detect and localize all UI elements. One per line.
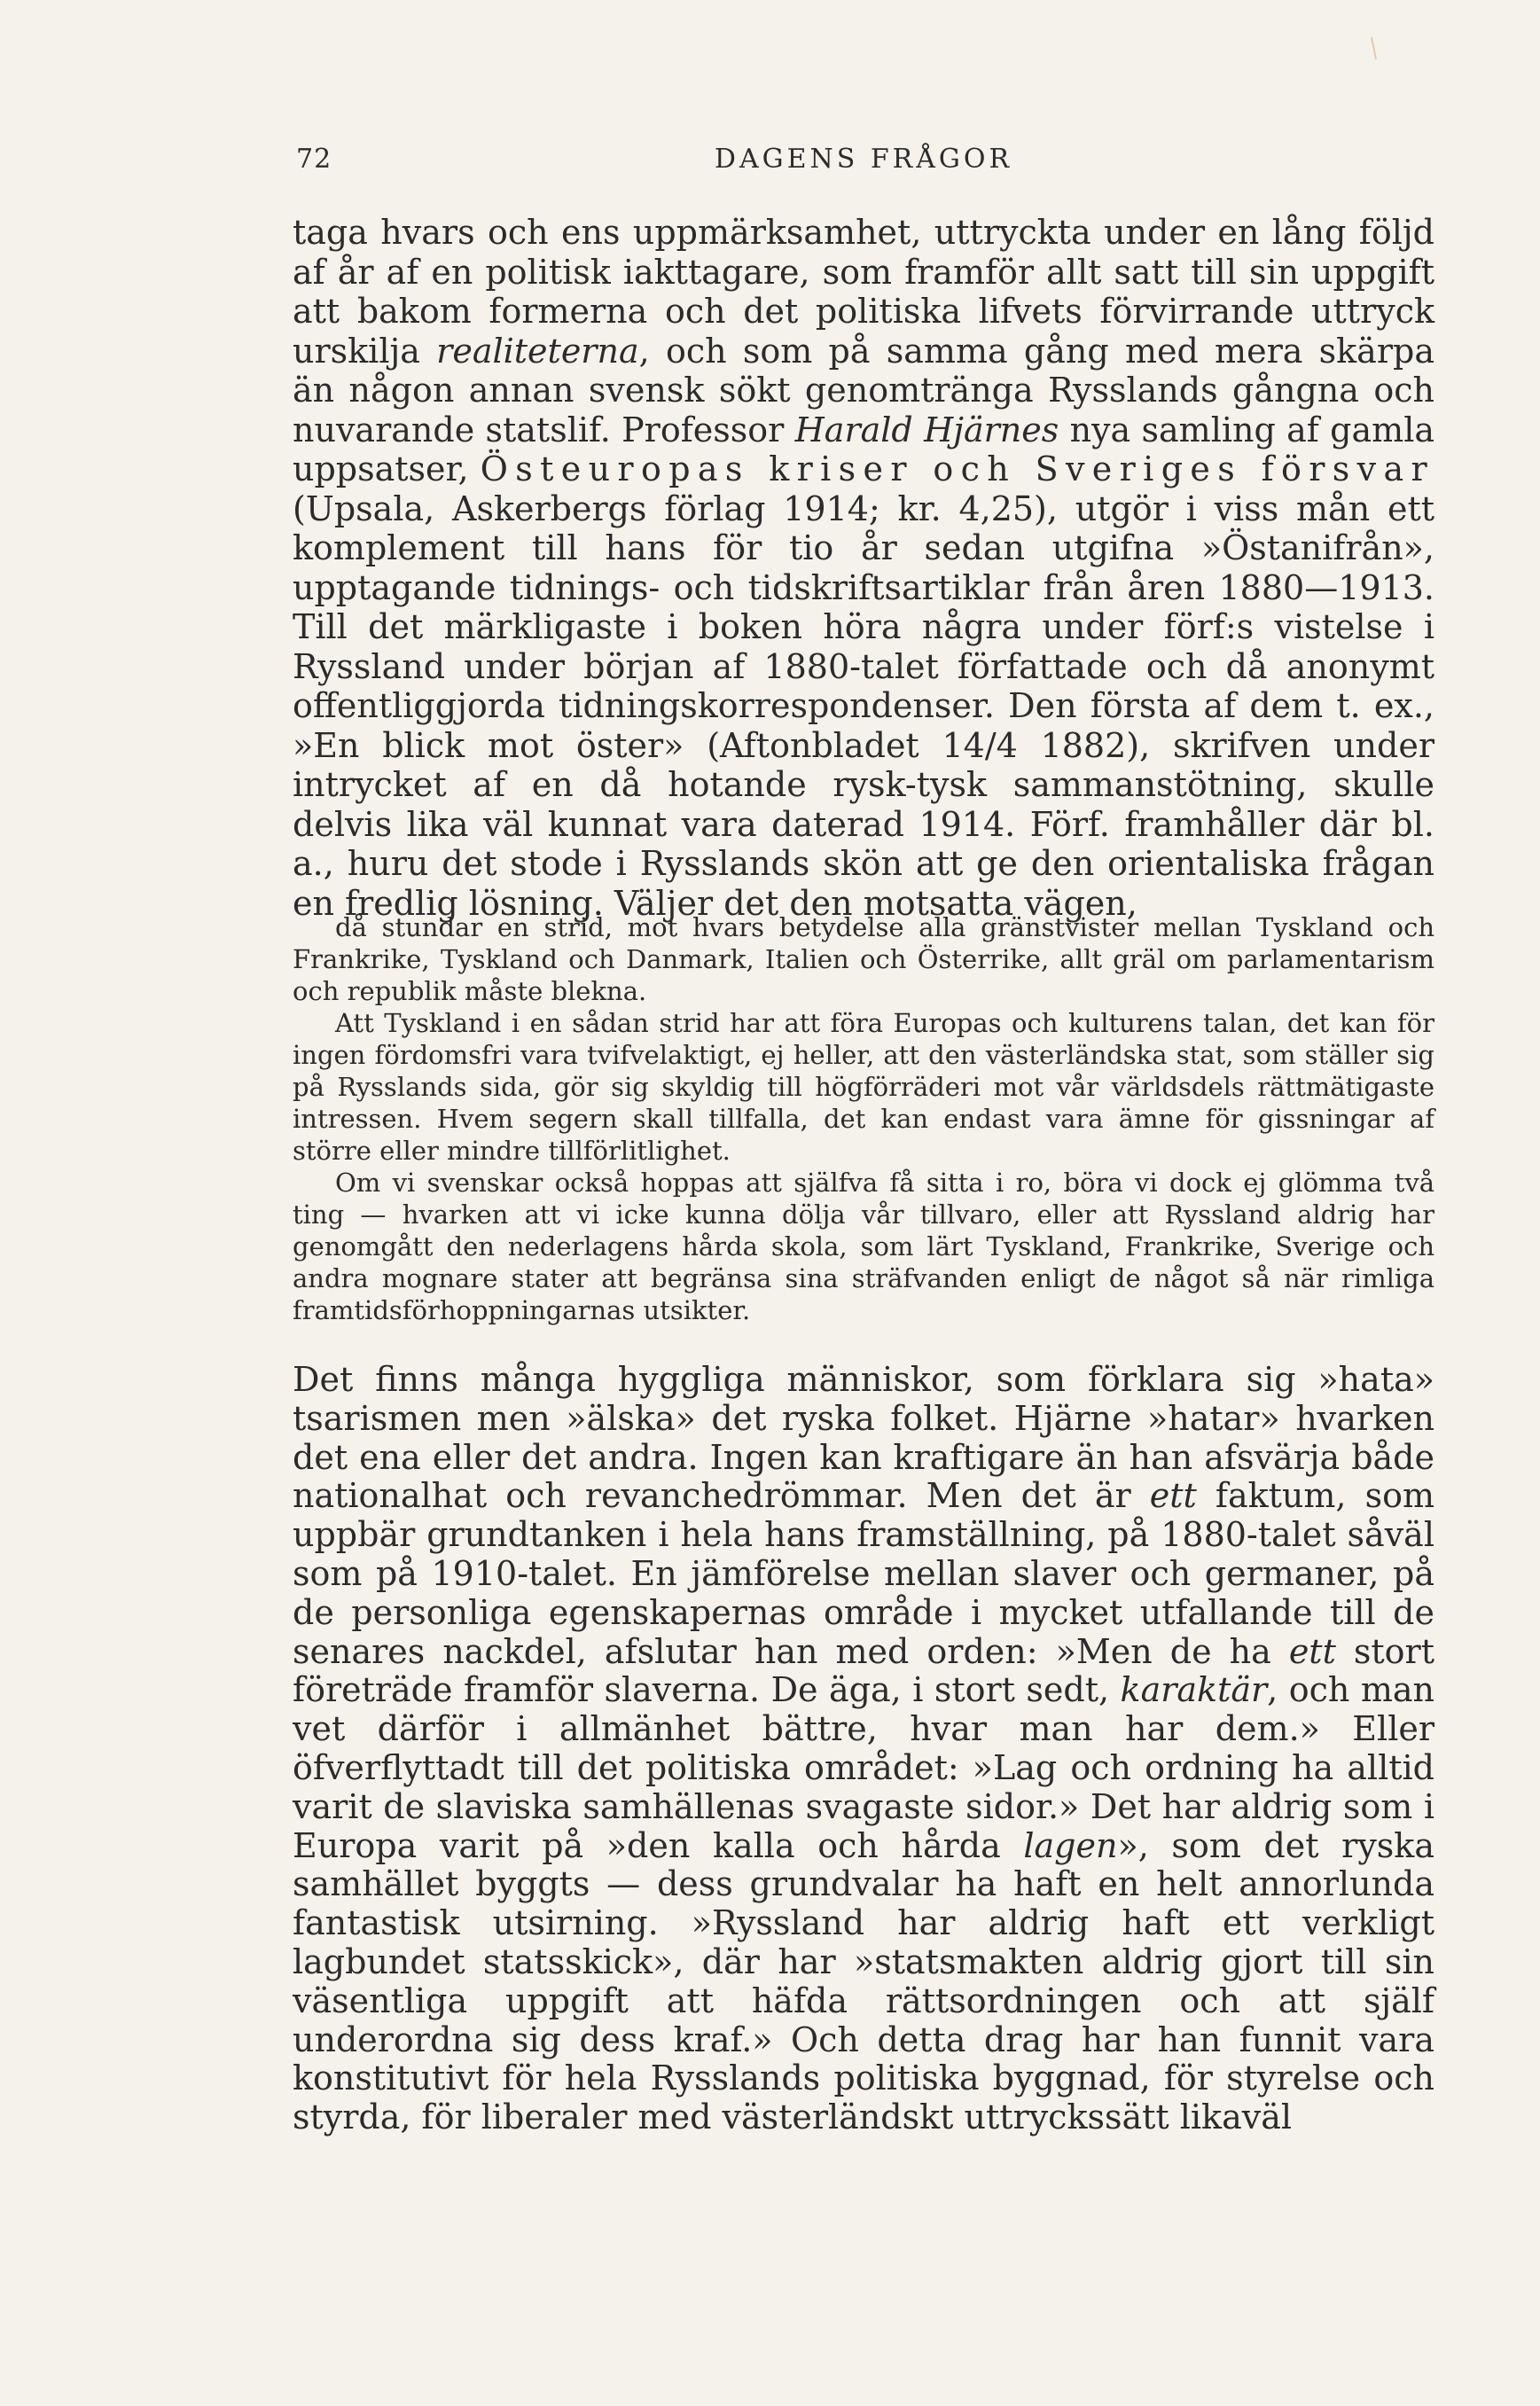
paragraph-2-text-5: », som det ryska samhället byggts — dess grundvalar ha haft en helt annorlunda fantastisk utsirning. »Ryssland har aldrig haft ett verkligt lagbundet statsskick», där har »statsmakten aldrig gjort till sin väsentliga uppgift att häfda rättsordningen och att själf underordna sig dess kraf.» Och detta drag har han funnit vara konstitutivt för hela Rysslands politiska byggnad, för styrelse och styrda, för liberaler med västerländskt uttryckssätt likaväl <box>293 1825 1434 2137</box>
date-fraction: 14/4 <box>942 725 1018 765</box>
paragraph-1-text-2: , och som på samma gång med mera skärpa än någon annan svensk sökt genomtränga Rysslands gångna och nuvarande statslif. Professor <box>293 331 1434 449</box>
italic-author-name: Harald Hjärnes <box>794 410 1059 449</box>
main-text-top <box>293 213 1434 923</box>
pencil-mark-icon <box>1369 35 1383 62</box>
paragraph-2-text-3: stort företräde framför slaverna. De äga, i stort sedt, <box>293 1631 1434 1710</box>
main-text-bottom <box>293 1361 1434 2137</box>
italic-lagen: lagen <box>1023 1825 1118 1865</box>
quote-paragraph-3: Om vi svenskar också hoppas att själfva få sitta i ro, böra vi dock ej glömma två ting — hvarken att vi icke kunna dölja vår tillvaro, eller att Ryssland aldrig har genomgått den nederlagens hårda skola, som lärt Tyskland, Frankrike, Sverige och andra mognare stater att begränsa sina sträfvanden enligt de något så när rimliga framtidsförhoppningarnas utsikter. <box>293 1168 1434 1325</box>
page-number: 72 <box>296 144 332 175</box>
quote-paragraph-2: Att Tyskland i en sådan strid har att föra Europas och kulturens talan, det kan för ingen fördomsfri vara tvifvelaktigt, ej heller, att den västerländska stat, som ställer sig på Rysslands sida, gör sig skyldig till högförräderi mot vår världsdels rättmätigaste intressen. Hvem segern skall tillfalla, det kan endast vara ämne för gissningar af större eller mindre tillförlitlighet. <box>293 1008 1434 1166</box>
page-header <box>293 144 1434 188</box>
running-title: DAGENS FRÅGOR <box>714 144 1013 175</box>
italic-ett-2: ett <box>1288 1631 1336 1671</box>
paragraph-2-text-1: Det finns många hyggliga människor, som förklara sig »hata» tsarismen men »älska» det ryska folket. Hjärne »hatar» hvarken det ena eller det andra. Ingen kan kraftigare än han afsvärja både nationalhat och revanchedrömmar. Men det är <box>293 1360 1434 1516</box>
italic-ett-1: ett <box>1149 1476 1197 1516</box>
paragraph-1-text-5: 1882), skrifven under intrycket af en då hotande rysk-tysk sammanstötning, skulle delvis lika väl kunnat vara daterad 1914. Förf. framhåller där bl. a., huru det stode i Rysslands skön att ge den orientaliska frågan en fredlig lösning. Väljer det den motsatta vägen, <box>293 725 1434 923</box>
quote-paragraph-1: då stundar en strid, mot hvars betydelse alla gränstvister mellan Tyskland och Frankrike, Tyskland och Danmark, Italien och Österrike, allt gräl om parlamentarism och republik måste blekna. <box>293 912 1434 1006</box>
paragraph-2-text-4: , och man vet därför i allmänhet bättre, hvar man har dem.» Eller öfverflyttadt till det politiska området: »Lag och ordning ha alltid varit de slaviska samhällenas svagaste sidor.» Det har aldrig som i Europa varit på »den kalla och hårda <box>293 1670 1434 1865</box>
quoted-excerpt <box>293 911 1434 1326</box>
italic-karaktar: karaktär <box>1120 1670 1268 1710</box>
paragraph-1-text-3: nya samling af gamla uppsatser, <box>293 410 1434 488</box>
paragraph-1-text-1: taga hvars och ens uppmärksamhet, uttryckta under en lång följd af år af en politisk iakttagare, som framför allt satt till sin uppgift att bakom formerna och det politiska lifvets förvirrande uttryck urskilja <box>293 213 1434 371</box>
paragraph-2-text-2: faktum, som uppbär grundtanken i hela hans framställning, på 1880-talet såväl som på 1910-talet. En jämförelse mellan slaver och germaner, på de personliga egenskapernas område i mycket utfallande till de senares nackdel, afslutar han med orden: »Men de ha <box>293 1476 1434 1671</box>
italic-realiteterna: realiteterna <box>436 331 639 371</box>
paragraph-2 <box>293 1361 1434 2137</box>
paragraph-1-text-4: (Upsala, Askerbergs förlag 1914; kr. 4,25), utgör i viss mån ett komplement till hans för tio år sedan utgifna »Östanifrån», upptagande tidnings- och tidskriftsartiklar från åren 1880—1913. Till det märkligaste i boken höra några under förf:s vistelse i Ryssland under början af 1880-talet författade och då anonymt offentliggjorda tidningskorrespondenser. Den första af dem t. ex., »En blick mot öster» (Aftonbladet <box>293 488 1434 765</box>
book-title-spaced: Östeuropas kriser och Sveriges försvar <box>480 449 1434 488</box>
paragraph-1 <box>293 213 1434 923</box>
